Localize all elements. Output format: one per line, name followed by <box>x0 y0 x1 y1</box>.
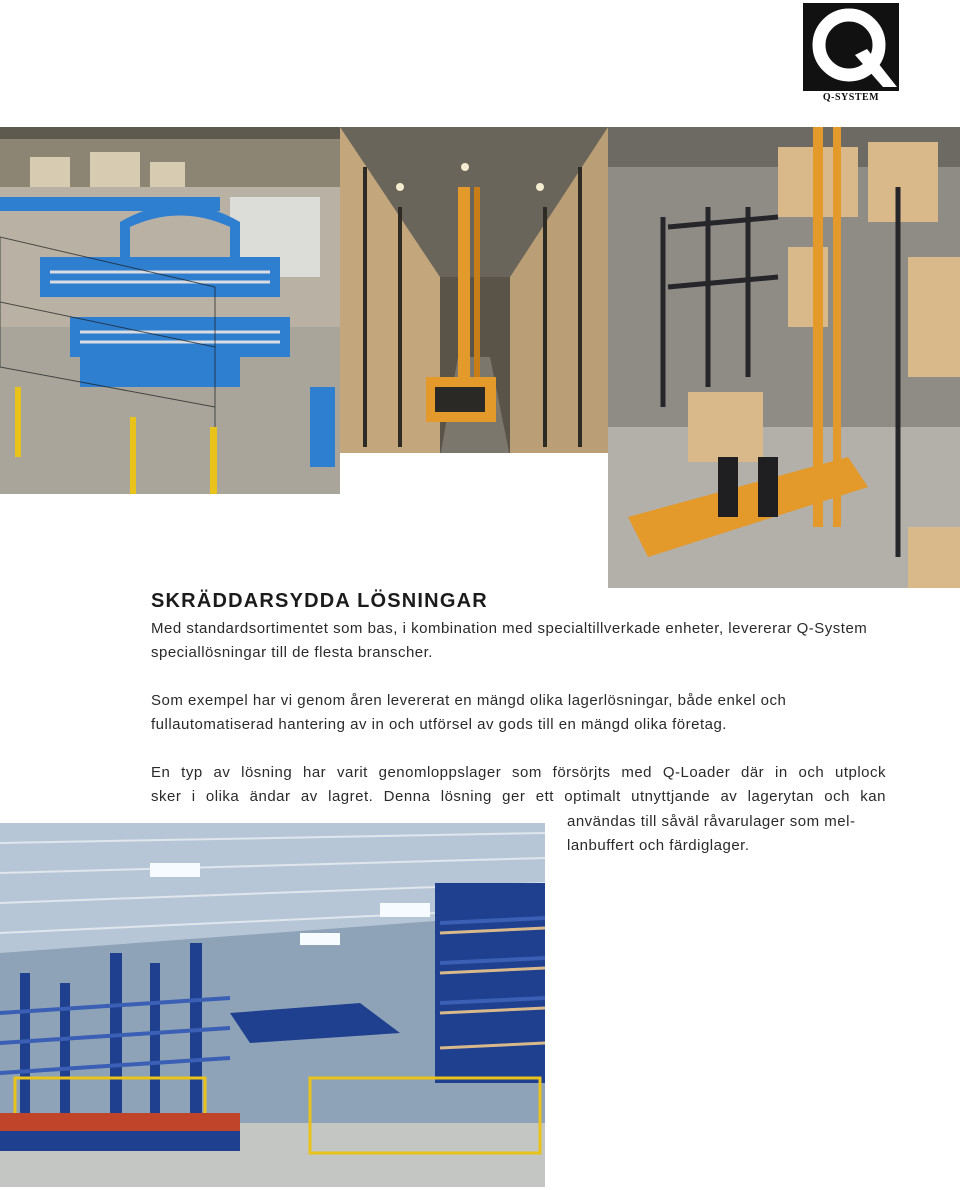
q-system-logo <box>803 3 899 105</box>
logo-wordmark: Q-SYSTEM <box>822 92 880 103</box>
section-heading: SKRÄDDARSYDDA LÖSNINGAR <box>151 590 488 612</box>
example-paragraph: Som exempel har vi genom åren levererat en mängd olika lagerlösningar, både enkel och fullautomatiserad hantering av in och utförsel av gods till en mängd olika företag. <box>151 692 787 733</box>
solution-paragraph-line-1: En typ av lösning har varit genomloppslager som försörjts med Q-Loader där in och utplock <box>151 764 886 781</box>
photo-warehouse-aisle <box>340 127 608 453</box>
photo-conveyor-machine <box>0 127 340 494</box>
q-letter-icon <box>803 3 899 91</box>
solution-paragraph-line-2: sker i olika ändar av lagret. Denna lösning ger ett optimalt utnyttjande av lagerytan och kan <box>151 788 886 805</box>
photo-cantilever-storage <box>0 823 545 1187</box>
logo-mark <box>803 3 899 91</box>
photo-loader-pallets <box>608 127 960 588</box>
solution-paragraph-continuation: användas till såväl råvarulager som mel-lanbuffert och färdiglager. <box>567 813 856 854</box>
intro-paragraph: Med standardsortimentet som bas, i kombination med specialtillverkade enheter, levererar Q-System speciallösningar till de flesta branscher. <box>151 620 868 661</box>
